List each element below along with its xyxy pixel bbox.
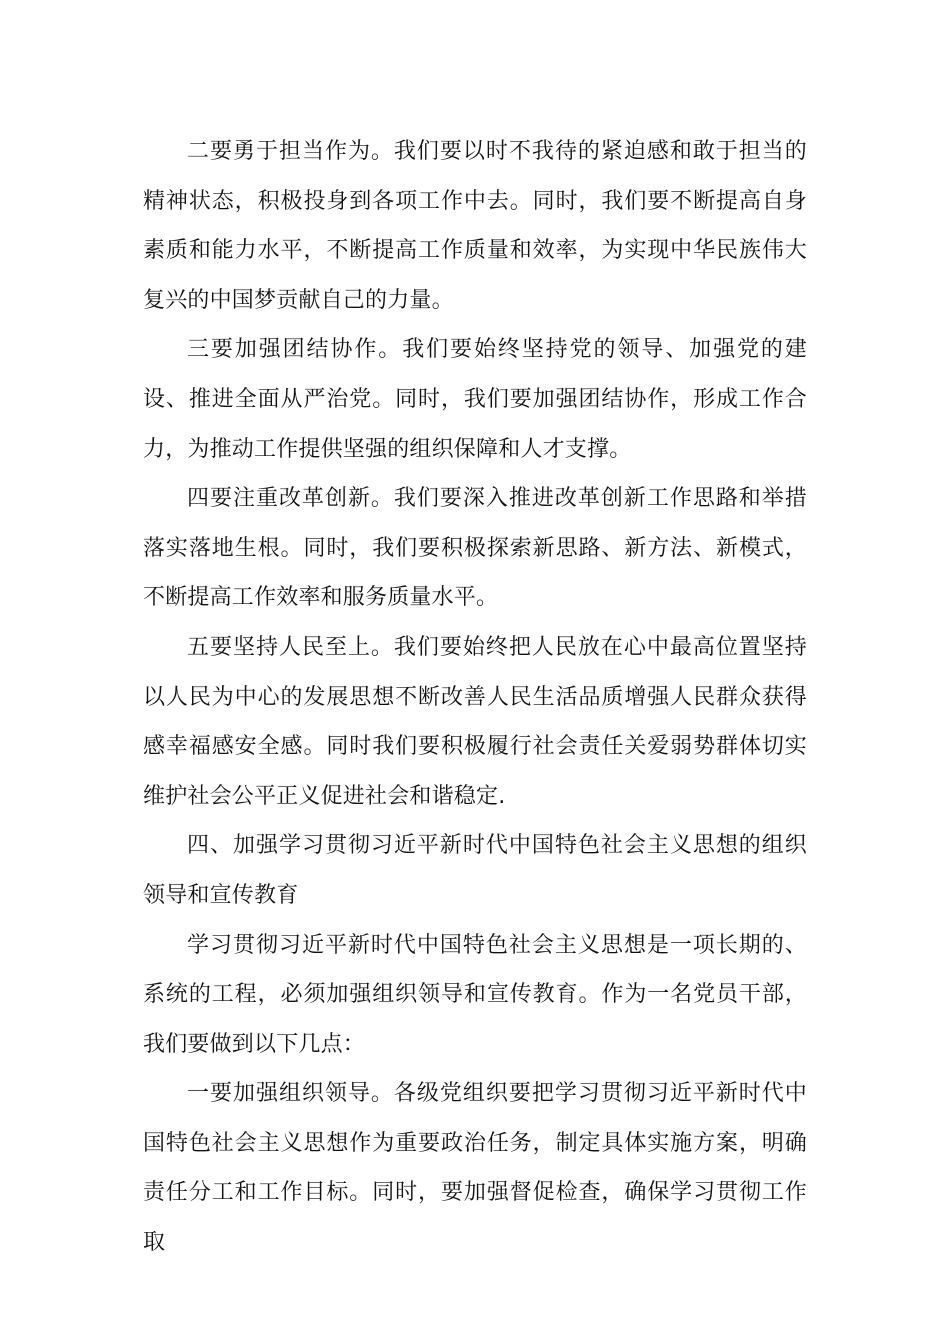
paragraph-duty-5: 五要坚持人民至上。我们要始终把人民放在心中最高位置坚持以人民为中心的发展思想不断改善人民生活品质增强人民群众获得感幸福感安全感。同时我们要积极履行社会责任关爱弱势群体切实维护社会公平正义促进社会和谐稳定. — [143, 634, 807, 809]
section-heading-4: 四、加强学习贯彻习近平新时代中国特色社会主义思想的组织领导和宣传教育 — [143, 833, 807, 908]
document-body — [143, 127, 807, 1268]
paragraph-duty-3: 三要加强团结协作。我们要始终坚持党的领导、加强党的建设、推进全面从严治党。同时，我们要加强团结协作，形成工作合力，为推动工作提供坚强的组织保障和人才支撑。 — [143, 337, 807, 462]
paragraph-duty-4: 四要注重改革创新。我们要深入推进改革创新工作思路和举措落实落地生根。同时，我们要积极探索新思路、新方法、新模式，不断提高工作效率和服务质量水平。 — [143, 486, 807, 611]
paragraph-point-1: 一要加强组织领导。各级党组织要把学习贯彻习近平新时代中国特色社会主义思想作为重要政治任务，制定具体实施方案，明确责任分工和工作目标。同时，要加强督促检查，确保学习贯彻工作取 — [143, 1081, 807, 1256]
paragraph-duty-2: 二要勇于担当作为。我们要以时不我待的紧迫感和敢于担当的精神状态，积极投身到各项工作中去。同时，我们要不断提高自身素质和能力水平，不断提高工作质量和效率，为实现中华民族伟大复兴的中国梦贡献自己的力量。 — [143, 139, 807, 313]
paragraph-section-intro: 学习贯彻习近平新时代中国特色社会主义思想是一项长期的、系统的工程，必须加强组织领导和宣传教育。作为一名党员干部，我们要做到以下几点： — [143, 932, 807, 1057]
